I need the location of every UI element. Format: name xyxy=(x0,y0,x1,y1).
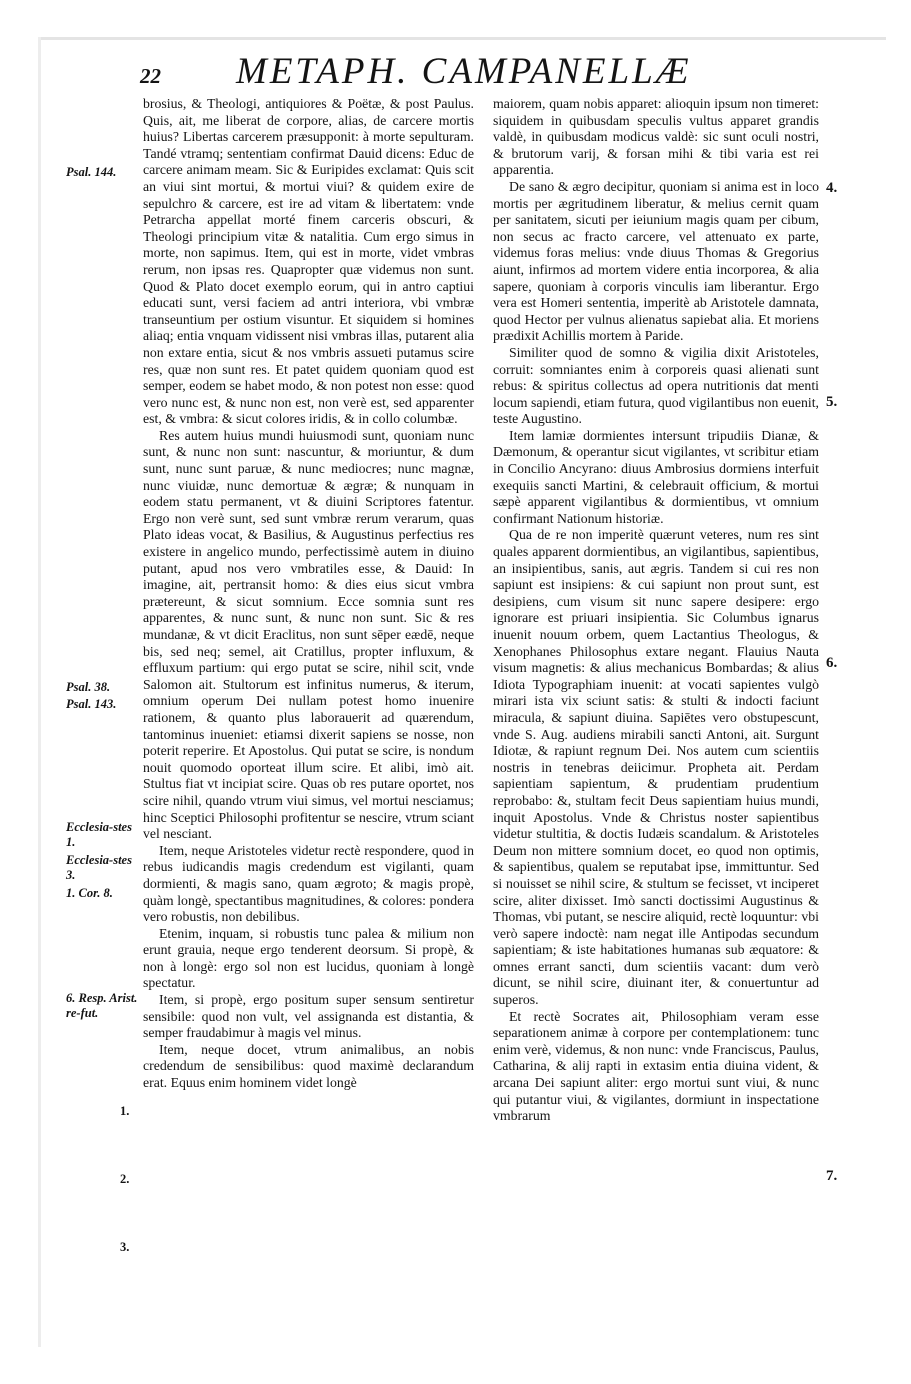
paragraph: Item, neque Aristoteles videtur rectè respondere, quod in rebus iudicandis magis credendum est vigilanti, quam dormienti, & magis sano, quam ægroto; & magis propè, quàm longè, spectantibus magnitudines, & colores: pondera vero robustis, non debilibus. xyxy=(143,842,474,925)
left-text-column xyxy=(143,96,474,1092)
margin-note: 1. Cor. 8. xyxy=(66,886,113,900)
paragraph: Similiter quod de somno & vigilia dixit Aristoteles, corruit: somniantes enim à corporeis quasi alienati sunt rebus: & spiritus collectus ad opera nutritionis dat menti locum sapiendi, etiam futura, quod vigilantibus non euenit, teste Augustino. xyxy=(493,344,819,427)
paragraph: Qua de re non imperitè quærunt veteres, num res sint quales apparent dormientibus, an vigilantibus, sapientibus, an insipientibus, sanis, aut ægris. Tandem si cui res non sapiunt est insipiens: & cui sapiunt non prout sunt, est desipiens, cum visum sit nunc sapere desipere: ergo ignorare est priuari insipientia. Sic Columbus ignarus inuenit nouum orbem, quem Lactantius Theologus, & Xenophanes Philosophus extare negant. Flauius Nauta visum magnetis: & alius mechanicus Bombardas; & alius Idiota Typographiam inuenit: at vocati sapientes vulgò mirari ista vix sciunt satis: & stulti & indocti faciunt miracula, & sapiunt diuina. Sapiētes vero obstupescunt, vnde S. Aug. audiens mirabili sancti Antoni, ait. Surgunt Idiotæ, & rapiunt regnum Dei. Nos autem cum scientiis nostris in tenebras deiicimur. Propheta ait. Perdam sapientiam sapientum, & prudentiam prudentium reprobabo: &, stultam fecit Deus sapientiam huius mundi, inquit Apostolus. Vnde & Christus noster sapientibus videtur stultitia, & doctis Iudæis scandalum. & Aristoteles Deum non mittere somnium docet, eo quod non optimis, & sapientibus, qualem se reputabat ipse, immittuntur. Sed si nouisset se nihil scire, & stultum se fecisset, vt inciperet scire, aliter dixisset. Imò sancti doctissimi Augustinus & Thomas, vbi putant, se nescire aliquid, rectè loquuntur: vbi verò sapere indoctè: nam negat ille Antipodas secundum sapientiam; & iste habitationes humanas sub æquatore: & omnes errant sancti, dum scientiis vacant: dum verò dicunt, se nihil scire, diuinant iter, & conuertuntur ad superos. xyxy=(493,527,819,1008)
margin-note: Ecclesia-stes 3. xyxy=(66,853,132,882)
margin-note: Psal. 38. xyxy=(66,680,111,694)
scan-edge-left xyxy=(38,37,41,1347)
margin-note: Ecclesia-stes 1. xyxy=(66,820,132,849)
paragraph: Item, neque docet, vtrum animalibus, an nobis credendum de sensibilibus: quod maximè declarandum erat. Equus enim hominem videt longè xyxy=(143,1041,474,1091)
scan-edge-top xyxy=(38,37,886,40)
paragraph: Item, si propè, ergo positum super sensum sentiretur sensibile: quod non vult, vel assignanda est distantia, & semper fraudabimur à magis vel minus. xyxy=(143,992,474,1041)
paragraph: De sano & ægro decipitur, quoniam si anima est in loco mortis per ægritudinem liberatur, & melius cernit quam per sanitatem, sicuti per ieiunium magis quam per cibum, non secus ac fracto carcere, vel attenuato ex parte, videmus foras melius: vnde diuus Thomas & Gregorius aiunt, infirmos ad mortem videre entia incorporea, & alia sapere, quoniam à corporis vinculis iam liberantur. Ergo vera est Homeri sententia, imperitè ab Aristotele damnata, quod Hector per vulnus alienatus sapiebat alia. Et moriens prædixit Achillis mortem à Paride. xyxy=(493,178,819,344)
margin-note: 6. Resp. Arist. re-fut. xyxy=(66,991,138,1020)
paragraph: Item lamiæ dormientes intersunt tripudiis Dianæ, & Dæmonum, & operantur sicut vigilantes, vt scribitur etiam in Concilio Ancyrano: diuus Ambrosius dormiens interfuit exequiis sancti Martini, & celebrauit officium, & mortui sæpè apparent vigilantibus & dormientibus, vt omnium confirmant Nationum historiæ. xyxy=(493,427,819,526)
margin-number: 4. xyxy=(826,180,838,196)
paragraph: Etenim, inquam, si robustis tunc palea & milium non erunt grauia, neque ergo tenderent deorsum. Si propè, & non à longè: ergo sol non est lucidus, quoniam à longè spectatur. xyxy=(143,925,474,991)
margin-number: 5. xyxy=(826,394,838,410)
margin-note: 1. xyxy=(120,1104,130,1118)
running-title: METAPH. CAMPANELLÆ xyxy=(236,51,692,92)
margin-note: Psal. 144. xyxy=(66,165,117,179)
paragraph: maiorem, quam nobis apparet: alioquin ipsum non timeret: siquidem in quibusdam speculis vultus apparet grandis valdè, in quibusdam modicus valdè: sic sunt oculi nostri, & brutorum varij, & forsan mihi & tibi varia est rei apparentia. xyxy=(493,96,819,178)
margin-number: 7. xyxy=(826,1168,838,1184)
page-header xyxy=(140,50,840,96)
margin-number: 6. xyxy=(826,655,838,671)
right-text-column xyxy=(493,96,819,1125)
margin-note: 2. xyxy=(120,1172,130,1186)
margin-note: Psal. 143. xyxy=(66,697,117,711)
paragraph: brosius, & Theologi, antiquiores & Poëtæ, & post Paulus. Quis, ait, me liberat de corpore, alias, de carcere mortis huius? Libertas carcerem præsupponit: à morte sepulturam. Tandé vtramq; sententiam confirmat Dauid dicens: Educ de carcere animam meam. Sic & Euripides exclamat: Quis scit an viui sint mortui, & mortui viui? & quidem exire de sepulchro & carcere, est ire ad vitam & libertatem: vnde Petrarcha appellat morté finem carceris obscuri, & Theologi principium vitæ & natalitia. Cum ergo simus in morte, non sapimus. Item, qui est in morte, videt vmbras rerum, non ipsas res. Quapropter quæ videmus non sunt. Quod & Plato docet exemplo eorum, qui in antro captiui educati sunt, versi faciem ad antri interiora, vbi vmbræ transeuntium per ostium visuntur. Et siquidem si homines aliaq; entia vnquam vidissent nisi vmbras illas, putarent alia non extare entia, sicut & nos vmbris assueti putamus scire res, quæ non sunt res. Et patet quidem quoniam quod est semper, eodem se habet modo, & non potest non esse: quod vero nunc est, & nunc non est, non verè est, sed apparenter est, & vmbra: & sicut colores iridis, & in collo columbæ. xyxy=(143,96,474,427)
paragraph: Res autem huius mundi huiusmodi sunt, quoniam nunc sunt, & nunc non sunt: nascuntur, & moriuntur, & dum sunt, nunc sunt paruæ, & nunc mediocres; nunc magnæ, nunc viuidæ, nunc demortuæ & ægræ; & nunquam in eodem statu permanent, vt & diuini Scriptores fatentur. Ergo non verè sunt, sed sunt vmbræ rerum verarum, quas Plato ideas vocat, & Basilius, & Augustinus perfectius res existere in angelico mundo, perfectissimè autem in diuino putant, apud nos vero vmbratiles esse, & Dauid: In imagine, ait, pertransit homo: & dies eius sicut vmbra prætereunt, & sicut somnium. Ecce somnia sunt res apparentes, & nunc sunt, & nunc non sunt. Sic & res mundanæ, & vt dicit Eraclitus, non sunt sēper eædē, neque bis, sed neq; semel, ait Cratillus, propter influxum, & effluxum partium: qui ergo putat se scire, nihil scit, vnde Salomon ait. Stultorum est infinitus numerus, & iterum, omnium operum Dei nullam potest homo inuenire rationem, & quanto plus laborauerit ad quærendum, tantominus inueniet: etiamsi dixerit sapiens se nosse, non poterit reperire. Et Apostolus. Qui putat se scire, is nondum nouit quomodo oporteat illum scire. Et alibi, imò ait. Stultus fiat vt incipiat scire. Quas ob res putare oportet, nos scire nihil, quando vtrum viui simus, vel mortui nesciamus; hinc Sceptici Philosophi profitentur se nescire, vtrum sciant vel nesciant. xyxy=(143,427,474,842)
page-number: 22 xyxy=(140,64,161,88)
paragraph: Et rectè Socrates ait, Philosophiam veram esse separationem animæ à corpore per contemplationem: tunc enim verè, videmus, & non nunc: vnde Franciscus, Paulus, Catharina, & alij rapti in extasim entia diuina vident, & arcana Dei sapiunt aliter: ergo mortui sunt viui, & nunc qui putantur viui, & vigilantes, dormiunt in inspectatione vmbrarum xyxy=(493,1008,819,1124)
margin-note: 3. xyxy=(120,1240,130,1254)
